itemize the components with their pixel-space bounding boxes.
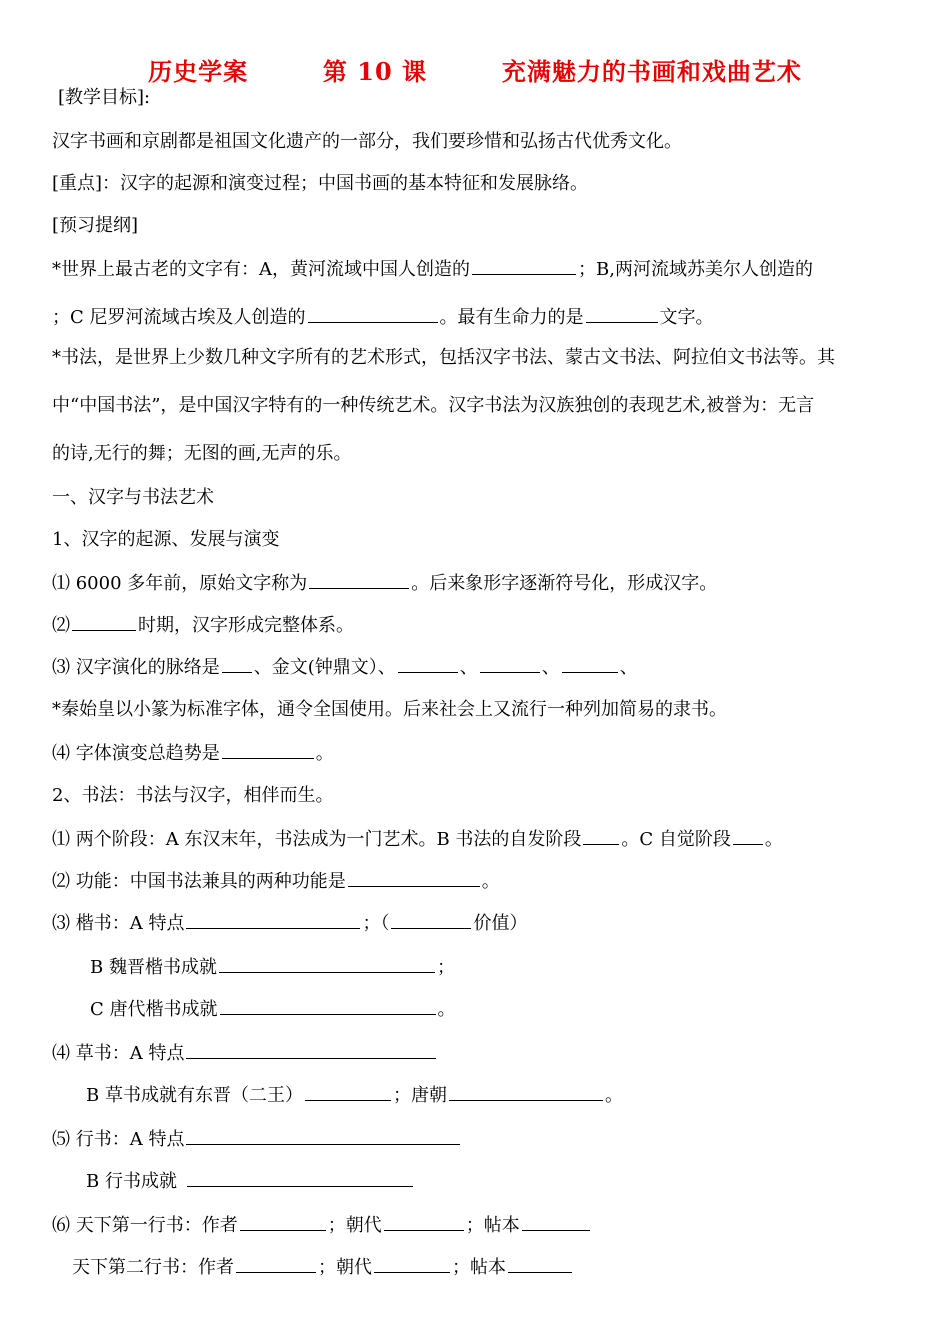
text-segment: 。	[315, 743, 334, 764]
text-segment: 。后来象形字逐渐符号化，形成汉字。	[411, 573, 718, 594]
fill-blank[interactable]	[449, 1082, 603, 1101]
question-line	[90, 996, 456, 1022]
fill-blank[interactable]	[583, 826, 619, 845]
fill-blank[interactable]	[186, 1126, 460, 1145]
calligraphy-intro-1: *书法，是世界上少数几种文字所有的艺术形式，包括汉字书法、蒙古文书法、阿拉伯文书法等。其	[52, 347, 835, 368]
fill-blank[interactable]	[72, 612, 136, 631]
fill-blank[interactable]	[348, 868, 480, 887]
fill-blank[interactable]	[186, 910, 360, 929]
text-segment: ⑵	[52, 615, 70, 636]
fill-blank[interactable]	[374, 1254, 450, 1273]
fill-blank[interactable]	[186, 1040, 436, 1059]
section-heading: 一、汉字与书法艺术	[52, 487, 214, 508]
fill-blank[interactable]	[309, 570, 409, 589]
teaching-goal-heading: [教学目标]:	[58, 87, 151, 108]
text-segment: 。	[481, 871, 500, 892]
text-segment: ；（	[362, 913, 390, 934]
text-segment: ；朝代	[318, 1257, 372, 1278]
text-segment: ⑷ 草书：A 特点	[52, 1043, 185, 1064]
fill-blank[interactable]	[398, 654, 458, 673]
text-segment: 、	[459, 657, 478, 678]
fill-blank[interactable]	[236, 1254, 316, 1273]
fill-blank[interactable]	[508, 1254, 572, 1273]
text-segment: ；C 尼罗河流域古埃及人创造的	[52, 307, 306, 328]
question-line	[52, 570, 717, 596]
fill-blank[interactable]	[219, 954, 435, 973]
text-segment: ；朝代	[327, 1215, 382, 1236]
fill-blank[interactable]	[240, 1212, 326, 1231]
text-segment: 。	[764, 829, 783, 850]
text-segment: B 草书成就有东晋（二王）	[86, 1085, 303, 1106]
fill-blank[interactable]	[308, 304, 438, 323]
text-segment: ；帖本	[452, 1257, 506, 1278]
text-segment: 、	[541, 657, 560, 678]
page-title: 历史学案 第 10 课 充满魅力的书画和戏曲艺术	[148, 57, 802, 86]
fill-blank[interactable]	[522, 1212, 590, 1231]
text-segment: 价值）	[473, 913, 528, 934]
text-segment: ⑶ 汉字演化的脉络是	[52, 657, 220, 678]
text-segment: ⑶ 楷书：A 特点	[52, 913, 185, 934]
calligraphy-intro-3: 的诗,无行的舞；无图的画,无声的乐。	[52, 443, 352, 464]
oldest-scripts-line	[52, 256, 813, 282]
question-line	[86, 1082, 623, 1108]
text-segment: 。C 自觉阶段	[621, 829, 731, 850]
text-segment: 天下第二行书：作者	[72, 1257, 234, 1278]
question-line	[52, 868, 500, 894]
subsection-heading: 2、书法：书法与汉字，相伴而生。	[52, 785, 334, 806]
question-line	[52, 740, 334, 766]
question-line	[52, 1040, 438, 1066]
fill-blank[interactable]	[391, 910, 471, 929]
text-segment: 、	[619, 657, 638, 678]
fill-blank[interactable]	[472, 256, 576, 275]
text-segment: ；B,两河流域苏美尔人创造的	[578, 259, 813, 280]
text-segment: ⑴ 6000 多年前，原始文字称为	[52, 573, 308, 594]
text-segment: 。	[437, 999, 456, 1020]
calligraphy-intro-2: 中“中国书法”，是中国汉字特有的一种传统艺术。汉字书法为汉族独创的表现艺术,被誉为：无言	[52, 395, 815, 416]
text-segment: ；唐朝	[392, 1085, 447, 1106]
text-segment: ⑵ 功能：中国书法兼具的两种功能是	[52, 871, 346, 892]
fill-blank[interactable]	[305, 1082, 391, 1101]
teaching-goal-text: 汉字书画和京剧都是祖国文化遗产的一部分，我们要珍惜和弘扬古代优秀文化。	[52, 131, 682, 152]
text-segment: 。	[604, 1085, 623, 1106]
fill-blank[interactable]	[586, 304, 658, 323]
oldest-scripts-line-2	[52, 304, 714, 330]
fill-blank[interactable]	[480, 654, 540, 673]
question-line	[52, 654, 638, 680]
question-line	[52, 612, 354, 638]
text-segment: ⑷ 字体演变总趋势是	[52, 743, 220, 764]
subsection-heading: 1、汉字的起源、发展与演变	[52, 529, 280, 550]
fill-blank[interactable]	[733, 826, 763, 845]
question-line	[52, 1212, 592, 1238]
text-segment: 时期，汉字形成完整体系。	[138, 615, 354, 636]
fill-blank[interactable]	[562, 654, 618, 673]
fill-blank[interactable]	[220, 996, 436, 1015]
text-segment: ⑹ 天下第一行书：作者	[52, 1215, 238, 1236]
question-line	[52, 910, 527, 936]
text-segment: ⑸ 行书：A 特点	[52, 1129, 185, 1150]
preview-outline-heading: [预习提纲]	[52, 215, 139, 236]
text-segment: 文字。	[659, 307, 714, 328]
text-segment: B 魏晋楷书成就	[90, 957, 217, 978]
question-line	[90, 954, 455, 980]
question-line	[52, 826, 783, 852]
fill-blank[interactable]	[222, 654, 252, 673]
text-segment: B 行书成就	[86, 1171, 177, 1192]
fill-blank[interactable]	[222, 740, 314, 759]
text-segment: *世界上最古老的文字有：A，黄河流域中国人创造的	[52, 259, 470, 280]
note-line: *秦始皇以小篆为标准字体，通令全国使用。后来社会上又流行一种列加简易的隶书。	[52, 699, 727, 720]
text-segment: ；	[436, 957, 455, 978]
text-segment: ⑴ 两个阶段：A 东汉末年，书法成为一门艺术。B 书法的自发阶段	[52, 829, 582, 850]
question-line	[52, 1126, 462, 1152]
text-segment: C 唐代楷书成就	[90, 999, 218, 1020]
question-line	[72, 1254, 574, 1280]
text-segment: ；帖本	[465, 1215, 520, 1236]
fill-blank[interactable]	[384, 1212, 464, 1231]
key-points-text: [重点]：汉字的起源和演变过程；中国书画的基本特征和发展脉络。	[52, 173, 589, 194]
question-line	[86, 1168, 415, 1194]
text-segment: 。最有生命力的是	[439, 307, 584, 328]
text-segment: 、金文(钟鼎文）、	[253, 657, 396, 678]
fill-blank[interactable]	[187, 1168, 413, 1187]
